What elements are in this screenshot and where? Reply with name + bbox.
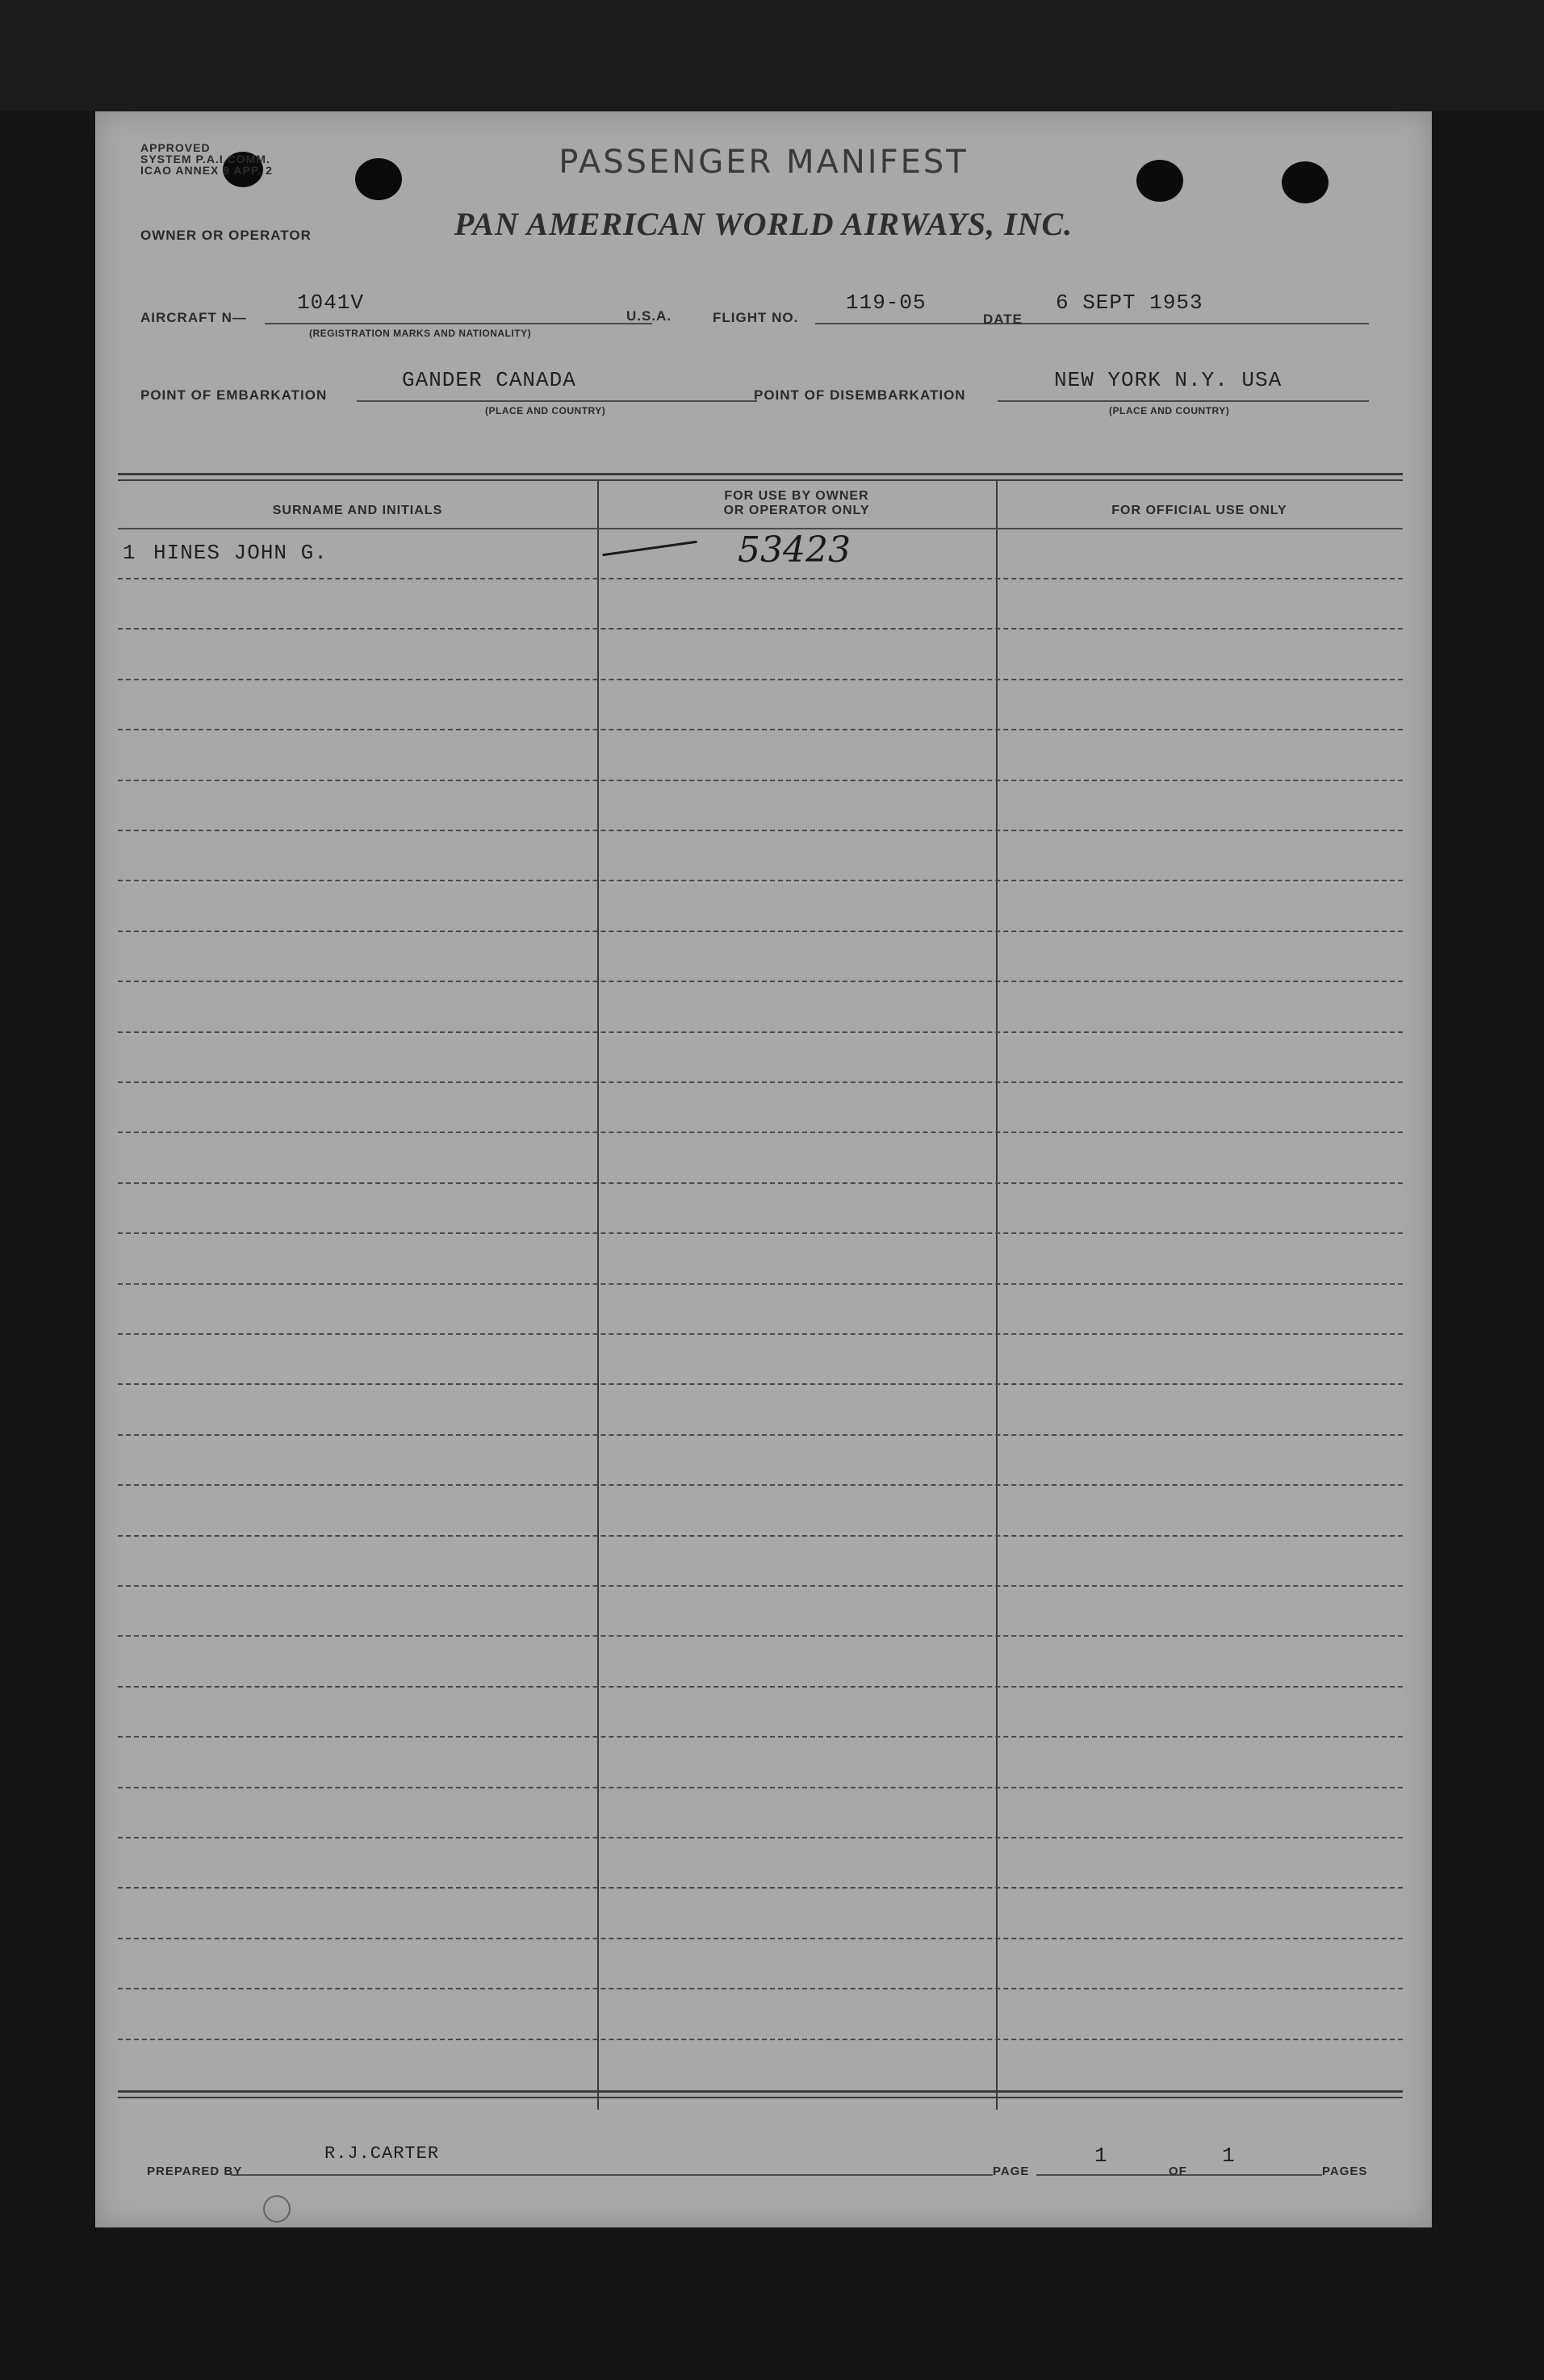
row-rule — [118, 1988, 1403, 1989]
date-label: DATE — [983, 312, 1023, 327]
row-rule — [118, 679, 1403, 680]
date-rule — [1030, 323, 1369, 324]
disembark-caption: (PLACE AND COUNTRY) — [1109, 405, 1230, 416]
carrier-name: PAN AMERICAN WORLD AIRWAYS, INC. — [454, 206, 1073, 242]
row-rule — [118, 1131, 1403, 1133]
page-value: 1 — [1094, 2144, 1108, 2168]
embark-value: GANDER CANADA — [402, 368, 576, 392]
prepared-label: PREPARED BY — [147, 2165, 243, 2178]
prepared-rule — [231, 2174, 993, 2176]
row-rule — [118, 1787, 1403, 1788]
table-top-rule — [118, 473, 1403, 475]
row-rule — [118, 578, 1403, 579]
passenger-name: HINES JOHN G. — [153, 541, 328, 565]
row-rule — [118, 2039, 1403, 2040]
flight-value: 119-05 — [846, 291, 927, 315]
date-value: 6 SEPT 1953 — [1056, 291, 1203, 315]
header-owner-line: OR OPERATOR ONLY — [723, 504, 870, 517]
row-rule — [118, 880, 1403, 881]
column-divider — [597, 481, 599, 2110]
row-rule — [118, 1484, 1403, 1486]
header-owner-use — [597, 489, 996, 518]
row-number: 1 — [123, 541, 136, 565]
row-rule — [118, 1635, 1403, 1637]
aircraft-rule — [265, 323, 652, 324]
disembark-label: POINT OF DISEMBARKATION — [754, 387, 966, 403]
row-rule — [118, 1031, 1403, 1033]
of-value: 1 — [1222, 2144, 1236, 2168]
manifest-sheet — [95, 111, 1432, 2227]
embark-caption: (PLACE AND COUNTRY) — [485, 405, 606, 416]
row-rule — [118, 628, 1403, 630]
row-rule — [118, 830, 1403, 831]
embark-rule — [357, 400, 757, 402]
row-rule — [118, 1081, 1403, 1083]
owner-use-value: 53423 — [738, 529, 851, 571]
table-bottom-rule — [118, 2097, 1403, 2098]
page-label: PAGE — [993, 2165, 1030, 2178]
prepared-value: R.J.CARTER — [324, 2144, 440, 2164]
of-label: OF — [1169, 2165, 1187, 2178]
row-rule — [118, 931, 1403, 932]
table-bottom-rule — [118, 2090, 1403, 2093]
row-rule — [118, 1383, 1403, 1385]
row-rule — [118, 1686, 1403, 1688]
row-rule — [118, 1182, 1403, 1184]
registration-caption: (REGISTRATION MARKS AND NATIONALITY) — [309, 328, 532, 339]
row-rule — [118, 1333, 1403, 1335]
disembark-rule — [998, 400, 1369, 402]
owner-label: OWNER OR OPERATOR — [140, 228, 312, 243]
row-rule — [118, 1535, 1403, 1537]
table-top-rule — [118, 479, 1403, 481]
aircraft-value: 1041V — [297, 291, 365, 315]
row-rule — [118, 1283, 1403, 1285]
header-owner-line: FOR USE BY OWNER — [724, 489, 869, 503]
pages-label: PAGES — [1322, 2165, 1368, 2178]
embark-label: POINT OF EMBARKATION — [140, 387, 328, 403]
row-rule — [118, 1232, 1403, 1234]
header-surname: SURNAME AND INITIALS — [272, 504, 443, 517]
row-rule — [118, 981, 1403, 982]
approval-line: SYSTEM P.A.I.COMM. — [140, 153, 270, 165]
form-title: PASSENGER MANIFEST — [559, 144, 969, 181]
aircraft-label: AIRCRAFT N— — [140, 310, 247, 325]
row-rule — [118, 1585, 1403, 1587]
row-rule — [118, 729, 1403, 730]
scan-border-top — [0, 0, 1544, 111]
row-rule — [118, 1736, 1403, 1738]
passenger-table — [118, 473, 1403, 2110]
row-rule — [118, 1434, 1403, 1436]
column-divider — [996, 481, 998, 2110]
flight-label: FLIGHT NO. — [713, 310, 799, 325]
row-rule — [118, 1887, 1403, 1889]
approval-line: APPROVED — [140, 141, 211, 154]
usa-label: U.S.A. — [626, 308, 672, 324]
header-official: FOR OFFICIAL USE ONLY — [1111, 504, 1287, 517]
handwritten-dash — [602, 541, 697, 556]
disembark-value: NEW YORK N.Y. USA — [1054, 368, 1282, 392]
row-rule — [118, 780, 1403, 781]
union-label-seal — [263, 2195, 291, 2223]
approval-line: ICAO ANNEX 9 APP. 2 — [140, 164, 273, 177]
row-rule — [118, 1837, 1403, 1838]
row-rule — [118, 1938, 1403, 1939]
